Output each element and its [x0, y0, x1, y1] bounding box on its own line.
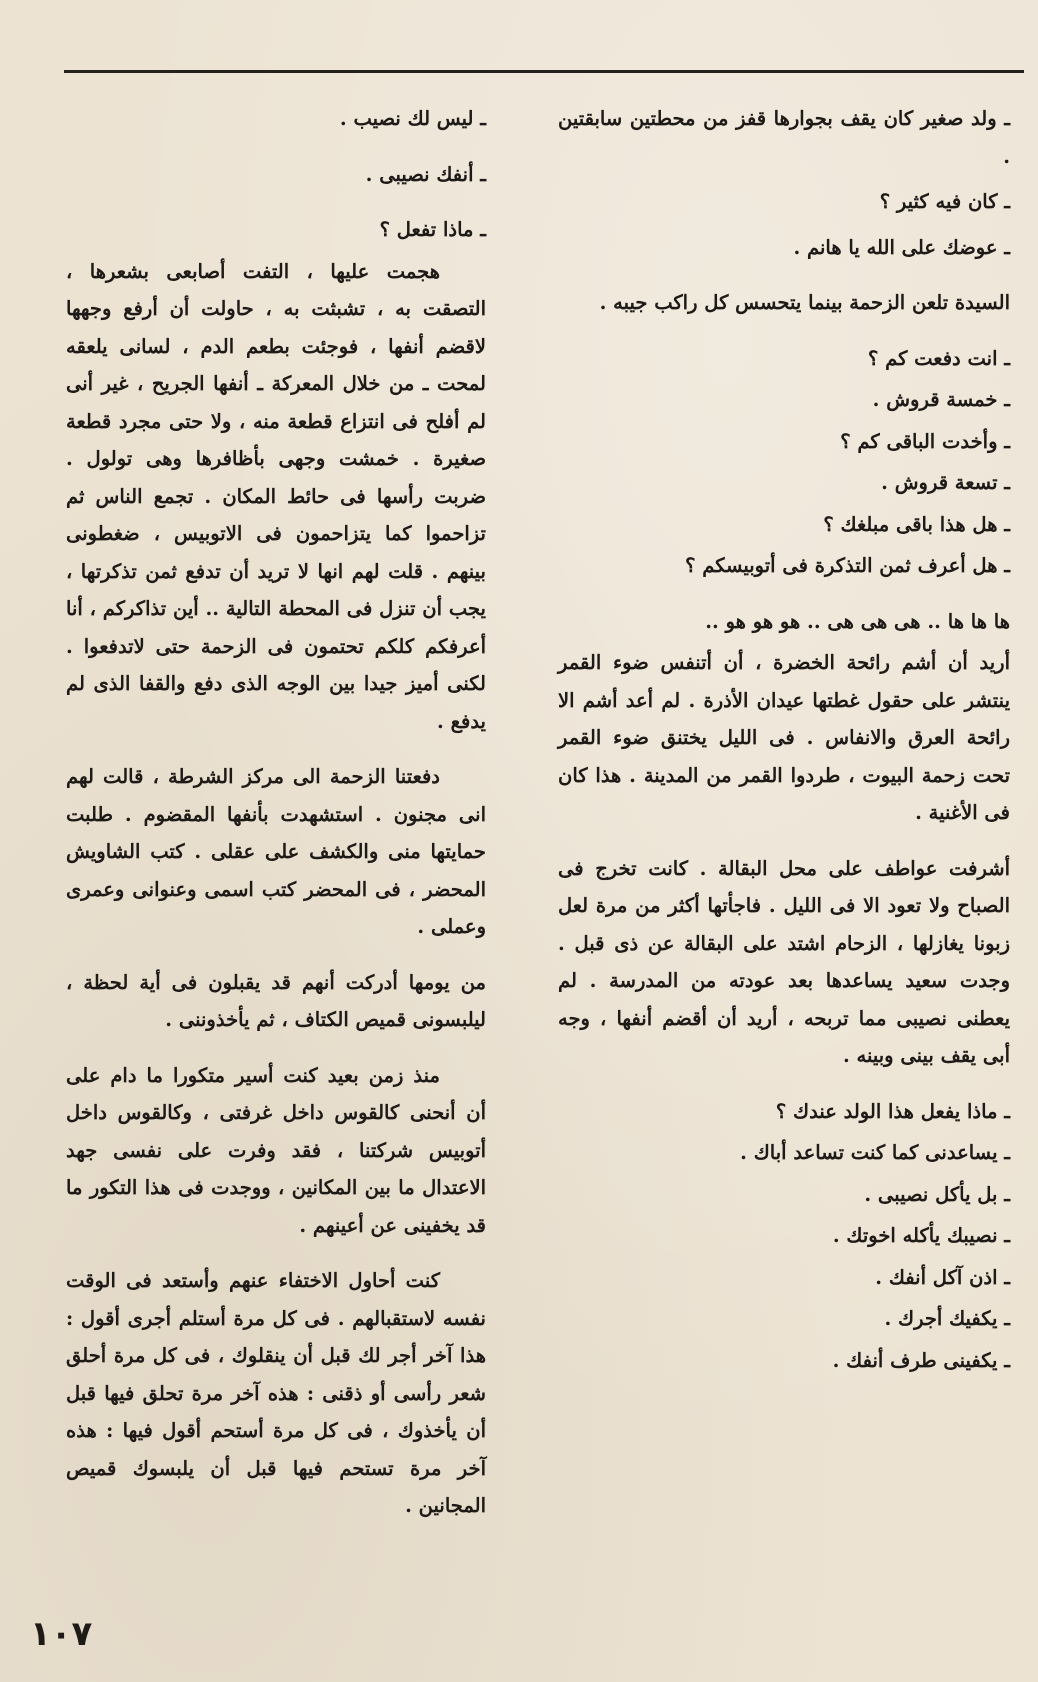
paragraph: أشرفت عواطف على محل البقالة . كانت تخرج فى الصباح ولا تعود الا فى الليل . فاجأتها أكثر من مرة لعل زبونا يغازلها ، الزحام اشتد على البقالة عن ذى قبل . وجدت سعيد يساعدها بعد عودته من المدرسة . لم يعطنى نصيبى مما تربحه ، أريد أن أقضم أنفها ، وجه أبى يقف بينى وبينه . [558, 856, 1010, 1067]
dialog-line: ـ أنفك نصيبى . [365, 162, 486, 186]
dialog-line: ـ يكفينى طرف أنفك . [832, 1348, 1010, 1372]
dialog-line: ـ انت دفعت كم ؟ [867, 346, 1010, 370]
dialog-line: ـ هل أعرف ثمن التذكرة فى أتوبيسكم ؟ [685, 554, 1010, 577]
left-column [66, 100, 486, 1529]
paragraph: هجمت عليها ، التفت أصابعى بشعرها ، التصقت به ، تشبثت به ، حاولت أن أرفع وجهها لاقضم أنفها ، فوجئت بطعم الدم ، لسانى يلعقه لمحت ـ من خلال المعركة ـ أنفها الجريح ، غير أنى لم أفلح فى انتزاع قطعة منه ، ولا حتى مجرد قطعة صغيرة . خمشت وجهى بأظافرها وهى تولول . ضربت رأسها فى حائط المكان . تجمع الناس ثم تزاحموا كما يتزاحمون فى الاتوبيس ، ضغطونى بينهم . قلت لهم انها لا تريد أن تدفع ثمن تذكرتها ، يجب أن تنزل فى المحطة التالية .. أين تذاكركم ، أنا أعرفكم كلكم تحتمون فى الزحمة حتى لاتدفعوا . لكنى أميز جيدا بين الوجه الذى دفع والقفا الذى لم يدفع . [66, 259, 486, 733]
dialog-line: ـ نصيبك يأكله اخوتك . [832, 1224, 1010, 1247]
dialog-line: ـ يكفيك أجرك . [884, 1307, 1010, 1330]
paragraph: ها ها ها .. هى هى هى .. هو هو هو .. [705, 609, 1010, 633]
right-column [558, 100, 1010, 1383]
paragraph: من يومها أدركت أنهم قد يقبلون فى أية لحظة ، ليلبسونى قميص الكتاف ، ثم يأخذوننى . [66, 970, 486, 1031]
paragraph: دفعتنا الزحمة الى مركز الشرطة ، قالت لهم انى مجنون . استشهدت بأنفها المقضوم . طلبت حمايتها منى والكشف على عقلى . كتب الشاويش المحضر ، فى المحضر كتب اسمى وعنوانى وعمرى وعملى . [66, 765, 486, 938]
page-number: ١٠٧ [30, 1614, 93, 1654]
dialog-line: ـ تسعة قروش . [881, 471, 1010, 494]
paragraph: منذ زمن بعيد كنت أسير متكورا ما دام على أن أنحنى كالقوس داخل غرفتى ، وكالقوس داخل أتوبيس شركتنا ، فقد وفرت على نفسى جهد الاعتدال ما بين المكانين ، ووجدت فى هذا التكور ما قد يخفينى عن أعينهم . [66, 1063, 486, 1237]
dialog-line: ـ خمسة قروش . [872, 388, 1010, 411]
paragraph: أريد أن أشم رائحة الخضرة ، أن أتنفس ضوء القمر ينتشر على حقول غطتها عيدان الأذرة . لم أعد أشم الا رائحة العرق والانفاس . فى الليل يختنق ضوء القمر تحت زحمة البيوت ، طردوا القمر من المدينة . هذا كان فى الأغنية . [558, 651, 1010, 824]
dialog-line: ـ اذن آكل أنفك . [875, 1265, 1010, 1289]
paragraph: السيدة تلعن الزحمة بينما يتحسس كل راكب جيبه . [599, 291, 1010, 314]
dialog-line: ـ هل هذا باقى مبلغك ؟ [823, 512, 1010, 536]
dialog-line: ـ وأخدت الباقى كم ؟ [840, 429, 1010, 453]
dialog-line: ـ ماذا يفعل هذا الولد عندك ؟ [775, 1099, 1010, 1123]
dialog-line: ـ ماذا تفعل ؟ [379, 218, 486, 241]
dialog-line: ـ كان فيه كثير ؟ [879, 190, 1010, 213]
dialog-line: ـ بل يأكل نصيبى . [864, 1182, 1010, 1206]
dialog-line: ـ ليس لك نصيب . [339, 107, 486, 130]
paragraph: كنت أحاول الاختفاء عنهم وأستعد فى الوقت نفسه لاستقبالهم . فى كل مرة أستلم أجرى أقول : هذا آخر أجر لك قبل أن ينقلوك ، فى كل مرة أحلق شعر رأسى أو ذقنى : هذه آخر مرة تحلق فيها قبل أن يأخذوك ، فى كل مرة أستحم أقول فيها : هذه آخر مرة تستحم فيها قبل أن يلبسوك قميص المجانين . [66, 1269, 486, 1517]
dialog-line: ـ ولد صغير كان يقف بجوارها قفز من محطتين سابقتين . [558, 107, 1010, 168]
top-rule [64, 70, 1024, 73]
dialog-line: ـ عوضك على الله يا هانم . [793, 235, 1010, 259]
dialog-line: ـ يساعدنى كما كنت تساعد أباك . [740, 1141, 1010, 1164]
